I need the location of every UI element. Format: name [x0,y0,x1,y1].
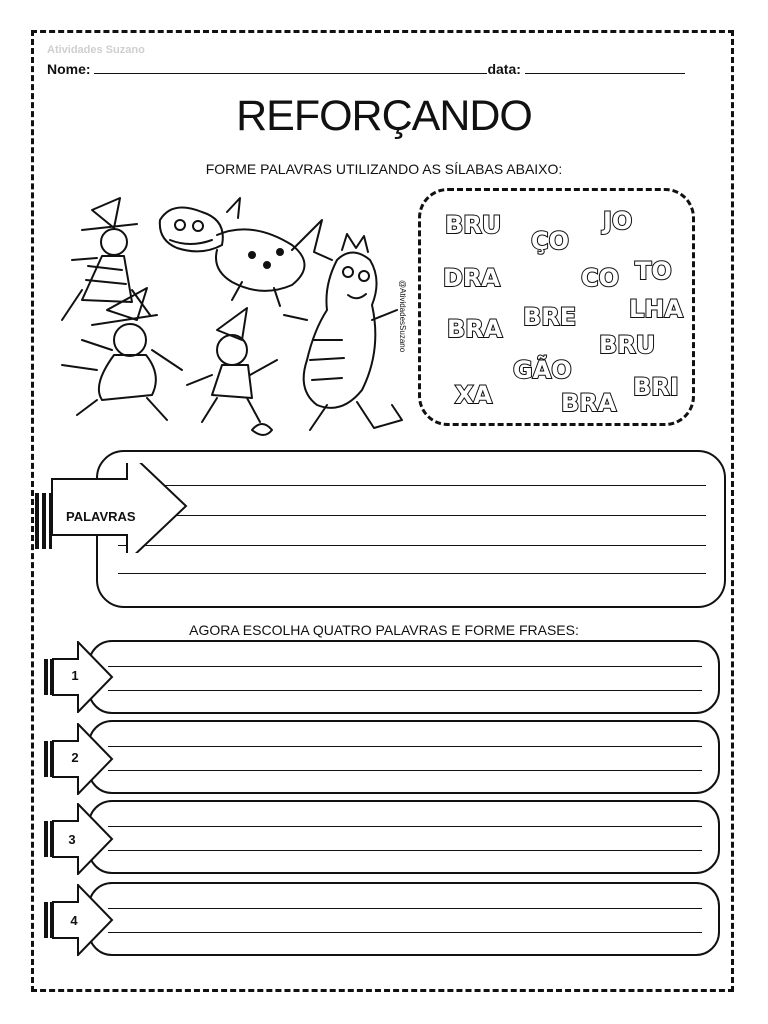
date-field[interactable] [525,61,685,74]
syllable: JO [603,207,633,235]
writing-line[interactable] [108,770,702,771]
instruction-sentences: AGORA ESCOLHA QUATRO PALAVRAS E FORME FRASES: [189,622,579,638]
syllable: BRE [523,303,577,331]
writing-line[interactable] [108,690,702,691]
syllable: ÇO [531,227,570,255]
name-date-line [47,61,685,77]
writing-line[interactable] [118,545,706,546]
instruction-syllables: FORME PALAVRAS UTILIZANDO AS SÍLABAS ABAIXO: [205,161,563,177]
sentence-number: 2 [71,750,79,765]
writing-line[interactable] [108,746,702,747]
date-label: data: [487,61,521,77]
watermark-text: Atividades Suzano [47,44,145,56]
sentence-panel-3 [88,800,720,874]
sentence-number: 3 [68,832,76,847]
sentence-panel-4 [88,882,720,956]
syllable: LHA [629,295,683,323]
syllable: BRU [445,211,502,239]
syllable: BRU [599,331,656,359]
sentence-panel-2 [88,720,720,794]
syllable-box [418,188,695,426]
writing-line[interactable] [108,850,702,851]
writing-line[interactable] [108,908,702,909]
syllable: BRA [561,389,617,417]
name-field[interactable] [94,61,487,74]
sentence-number: 4 [70,913,78,928]
syllable: XA [455,381,493,409]
sentence-number: 1 [71,668,79,683]
syllable: DRA [443,264,500,292]
page-title: REFORÇANDO [236,92,532,140]
arrow-right-icon [34,463,192,553]
syllable: BRA [447,315,503,343]
illustration-credit: @AtividadesSuzano [398,280,407,353]
sentence-panel-1 [88,640,720,714]
writing-line[interactable] [108,666,702,667]
syllable: CO [581,264,620,292]
syllable: BRI [633,373,679,401]
name-label: Nome: [47,61,91,77]
writing-line[interactable] [108,932,702,933]
words-label: PALAVRAS [66,509,136,524]
syllable: TO [635,257,672,285]
witches-dragons-illustration [52,190,412,445]
witch-hat-icon [92,198,120,228]
writing-line[interactable] [108,826,702,827]
syllable: GÃO [513,356,572,384]
writing-line[interactable] [118,573,706,574]
writing-line[interactable] [118,485,706,486]
writing-line[interactable] [118,515,706,516]
